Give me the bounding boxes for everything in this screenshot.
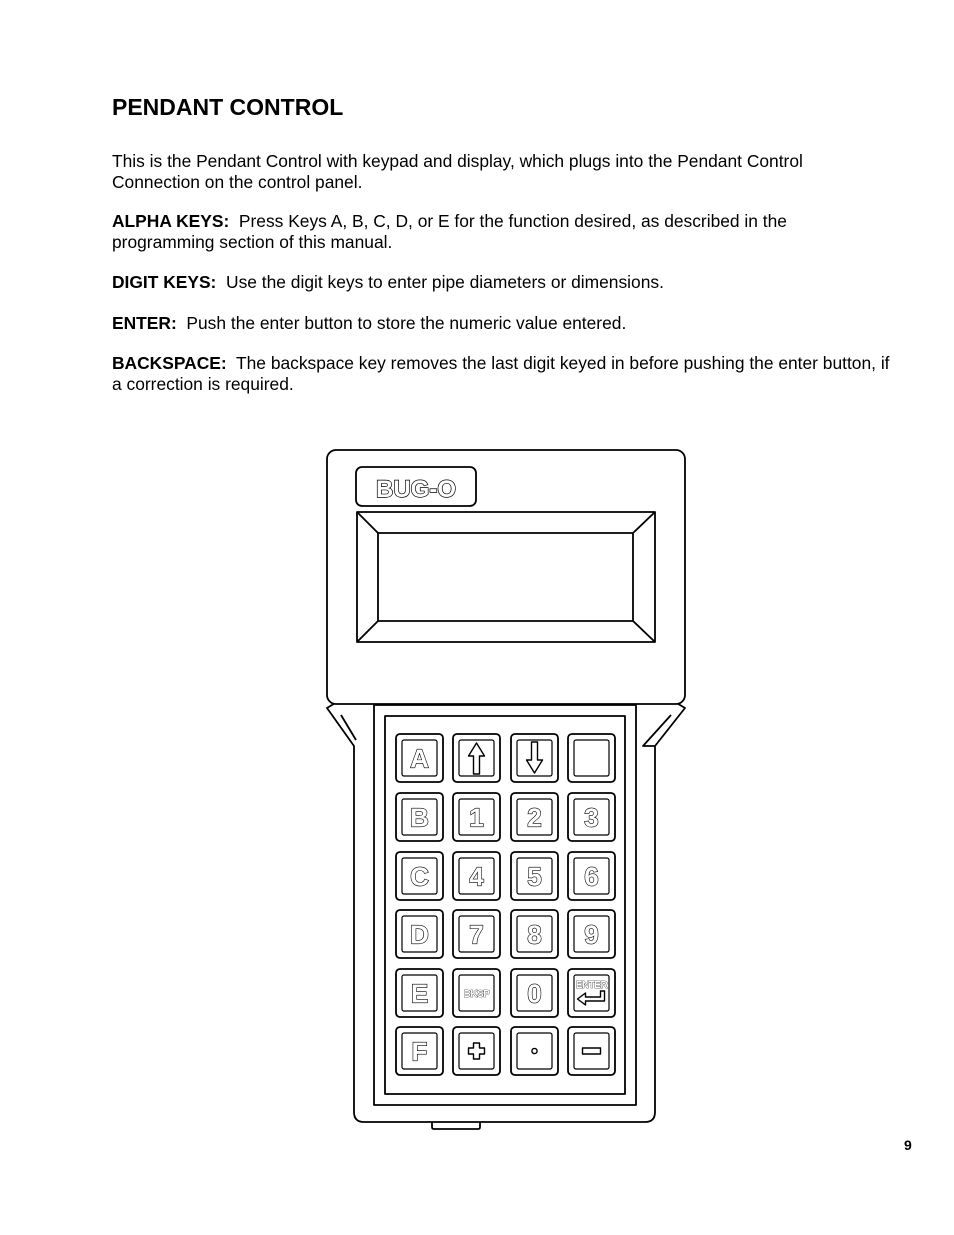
key-bksp[interactable] bbox=[453, 969, 500, 1017]
keypad-keys bbox=[396, 734, 615, 1075]
key-b[interactable] bbox=[396, 793, 443, 841]
key-plus[interactable] bbox=[453, 1027, 500, 1075]
page-title: PENDANT CONTROL bbox=[112, 94, 344, 120]
cable-connector bbox=[432, 1122, 480, 1129]
key-3[interactable] bbox=[568, 793, 615, 841]
key-label: B bbox=[410, 802, 429, 833]
key-blank[interactable] bbox=[568, 734, 615, 782]
key-label: F bbox=[411, 1036, 428, 1067]
key-a[interactable] bbox=[396, 734, 443, 782]
key-1[interactable] bbox=[453, 793, 500, 841]
key-6[interactable] bbox=[568, 852, 615, 900]
key-label: D bbox=[410, 919, 429, 950]
key-2[interactable] bbox=[511, 793, 558, 841]
key-label: E bbox=[410, 978, 429, 1009]
key-label: 9 bbox=[584, 919, 599, 950]
intro-paragraph: This is the Pendant Control with keypad and display, which plugs into the Pendant Control Connection on the control panel. bbox=[112, 151, 803, 192]
enter-text: Push the enter button to store the numeric value entered. bbox=[186, 313, 627, 333]
key-d[interactable] bbox=[396, 910, 443, 958]
key-9[interactable] bbox=[568, 910, 615, 958]
key-minus[interactable] bbox=[568, 1027, 615, 1075]
alpha-keys-text: Press Keys A, B, C, D, or E for the function desired, as described in the programming section of this manual. bbox=[112, 211, 787, 252]
key-label: ENTER bbox=[575, 980, 608, 991]
key-label: 2 bbox=[527, 802, 542, 833]
key-enter[interactable] bbox=[568, 969, 615, 1017]
key-8[interactable] bbox=[511, 910, 558, 958]
key-label: 7 bbox=[469, 919, 484, 950]
key-7[interactable] bbox=[453, 910, 500, 958]
alpha-keys-label: ALPHA KEYS: bbox=[112, 211, 230, 231]
key-label: A bbox=[410, 743, 429, 774]
key-label: 4 bbox=[469, 861, 484, 892]
key-c[interactable] bbox=[396, 852, 443, 900]
brand-logo-text: BUG-O bbox=[376, 476, 456, 503]
key-e[interactable] bbox=[396, 969, 443, 1017]
key-label: 6 bbox=[584, 861, 599, 892]
key-arrow-down[interactable] bbox=[511, 734, 558, 782]
backspace-label: BACKSPACE: bbox=[112, 353, 227, 373]
key-label: 8 bbox=[527, 919, 542, 950]
enter-label: ENTER: bbox=[112, 313, 177, 333]
pendant-grip bbox=[327, 702, 685, 1122]
digit-keys-label: DIGIT KEYS: bbox=[112, 272, 217, 292]
key-label: 1 bbox=[469, 802, 484, 833]
digit-keys-text: Use the digit keys to enter pipe diameters or dimensions. bbox=[226, 272, 664, 292]
key-4[interactable] bbox=[453, 852, 500, 900]
key-decimal-point[interactable] bbox=[511, 1027, 558, 1075]
key-5[interactable] bbox=[511, 852, 558, 900]
key-label: BKSP bbox=[463, 989, 490, 1000]
key-label: 0 bbox=[527, 978, 542, 1009]
key-arrow-up[interactable] bbox=[453, 734, 500, 782]
key-label: 3 bbox=[584, 802, 599, 833]
key-f[interactable] bbox=[396, 1027, 443, 1075]
page-number: 9 bbox=[904, 1137, 912, 1153]
backspace-text: The backspace key removes the last digit keyed in before pushing the enter button, if a correction is required. bbox=[112, 353, 890, 394]
key-0[interactable] bbox=[511, 969, 558, 1017]
key-label: C bbox=[410, 861, 429, 892]
key-label: 5 bbox=[527, 861, 542, 892]
